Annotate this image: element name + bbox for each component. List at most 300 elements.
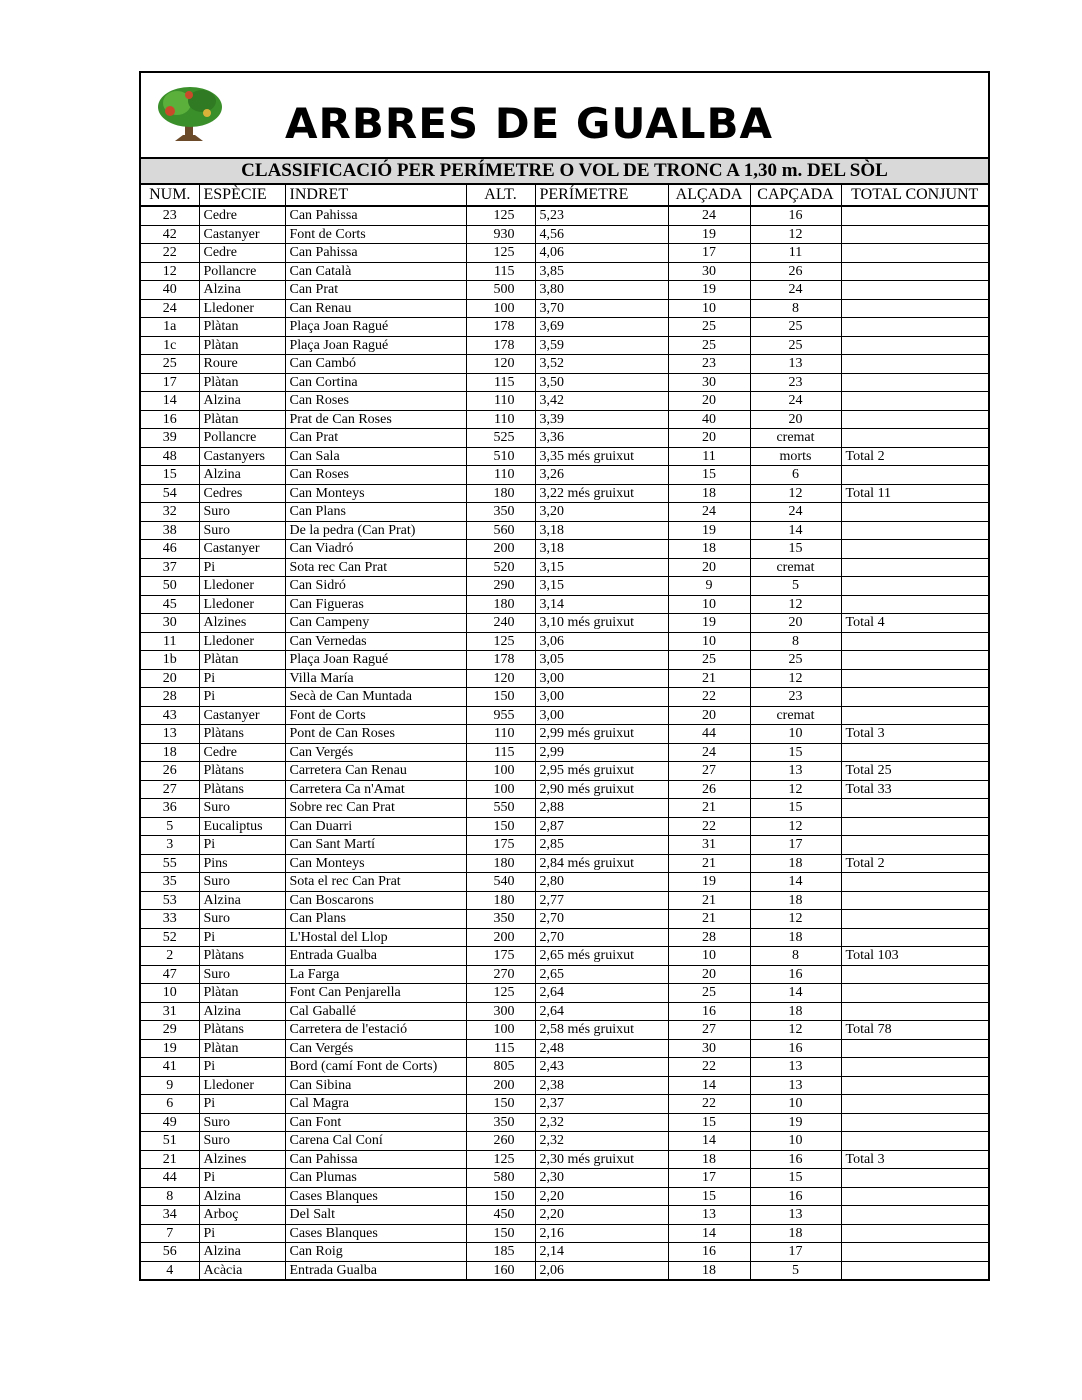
cell-altitude: 160	[466, 1261, 535, 1279]
cell-total	[841, 410, 988, 429]
table-row	[141, 1187, 988, 1206]
cell-height: 14	[668, 1224, 750, 1243]
header	[141, 73, 988, 159]
cell-total	[841, 1113, 988, 1132]
cell-crown: 25	[750, 318, 841, 337]
cell-species: Alzina	[199, 1002, 285, 1021]
cell-height: 25	[668, 984, 750, 1003]
table-row	[141, 836, 988, 855]
cell-total	[841, 799, 988, 818]
cell-total	[841, 355, 988, 374]
cell-species: Pins	[199, 854, 285, 873]
cell-height: 22	[668, 688, 750, 707]
cell-altitude: 110	[466, 725, 535, 744]
cell-altitude: 125	[466, 244, 535, 263]
table-row	[141, 1002, 988, 1021]
cell-altitude: 520	[466, 558, 535, 577]
cell-height: 19	[668, 225, 750, 244]
cell-perimeter: 3,00	[535, 706, 668, 725]
cell-height: 21	[668, 854, 750, 873]
cell-num: 45	[141, 595, 199, 614]
cell-crown: 12	[750, 484, 841, 503]
cell-perimeter: 3,15	[535, 577, 668, 596]
cell-place: Can Vernedas	[285, 632, 466, 651]
cell-place: Can Català	[285, 262, 466, 281]
table-row	[141, 1224, 988, 1243]
cell-species: Plàtan	[199, 336, 285, 355]
cell-perimeter: 2,20	[535, 1206, 668, 1225]
cell-num: 9	[141, 1076, 199, 1095]
cell-crown: cremat	[750, 706, 841, 725]
cell-perimeter: 3,05	[535, 651, 668, 670]
table-row	[141, 873, 988, 892]
cell-altitude: 100	[466, 299, 535, 318]
cell-altitude: 125	[466, 1150, 535, 1169]
cell-species: Plàtan	[199, 373, 285, 392]
cell-num: 47	[141, 965, 199, 984]
cell-perimeter: 2,77	[535, 891, 668, 910]
cell-altitude: 185	[466, 1243, 535, 1262]
document-frame	[139, 71, 990, 1281]
cell-place: Bord (camí Font de Corts)	[285, 1058, 466, 1077]
cell-num: 38	[141, 521, 199, 540]
cell-num: 11	[141, 632, 199, 651]
table-row	[141, 984, 988, 1003]
cell-num: 31	[141, 1002, 199, 1021]
cell-species: Suro	[199, 910, 285, 929]
cell-height: 27	[668, 1021, 750, 1040]
cell-place: De la pedra (Can Prat)	[285, 521, 466, 540]
cell-total	[841, 632, 988, 651]
cell-species: Pi	[199, 836, 285, 855]
cell-crown: 17	[750, 1243, 841, 1262]
cell-place: Entrada Gualba	[285, 947, 466, 966]
cell-height: 22	[668, 1058, 750, 1077]
cell-total: Total 11	[841, 484, 988, 503]
cell-perimeter: 3,85	[535, 262, 668, 281]
cell-crown: 26	[750, 262, 841, 281]
cell-species: Arboç	[199, 1206, 285, 1225]
cell-species: Pi	[199, 1058, 285, 1077]
cell-species: Plàtan	[199, 410, 285, 429]
cell-place: Sota el rec Can Prat	[285, 873, 466, 892]
cell-species: Castanyers	[199, 447, 285, 466]
cell-perimeter: 5,23	[535, 206, 668, 225]
cell-perimeter: 3,15	[535, 558, 668, 577]
cell-height: 28	[668, 928, 750, 947]
cell-crown: 19	[750, 1113, 841, 1132]
cell-perimeter: 2,87	[535, 817, 668, 836]
cell-num: 54	[141, 484, 199, 503]
cell-place: Plaça Joan Ragué	[285, 318, 466, 337]
cell-place: Can Viadró	[285, 540, 466, 559]
cell-height: 24	[668, 503, 750, 522]
cell-altitude: 150	[466, 1224, 535, 1243]
cell-num: 25	[141, 355, 199, 374]
cell-total	[841, 1002, 988, 1021]
cell-num: 18	[141, 743, 199, 762]
cell-altitude: 450	[466, 1206, 535, 1225]
cell-place: Can Campeny	[285, 614, 466, 633]
cell-num: 2	[141, 947, 199, 966]
cell-perimeter: 2,38	[535, 1076, 668, 1095]
table-row	[141, 1058, 988, 1077]
cell-species: Lledoner	[199, 1076, 285, 1095]
cell-height: 17	[668, 244, 750, 263]
cell-crown: 25	[750, 651, 841, 670]
cell-species: Pi	[199, 1169, 285, 1188]
cell-crown: 13	[750, 1076, 841, 1095]
cell-crown: 12	[750, 910, 841, 929]
cell-altitude: 150	[466, 1187, 535, 1206]
cell-place: Can Cortina	[285, 373, 466, 392]
cell-perimeter: 2,70	[535, 910, 668, 929]
cell-height: 30	[668, 262, 750, 281]
cell-total	[841, 281, 988, 300]
cell-place: Font de Corts	[285, 225, 466, 244]
cell-height: 18	[668, 1261, 750, 1279]
cell-total	[841, 225, 988, 244]
cell-crown: 18	[750, 1002, 841, 1021]
cell-num: 22	[141, 244, 199, 263]
cell-altitude: 178	[466, 651, 535, 670]
cell-height: 11	[668, 447, 750, 466]
cell-total	[841, 1039, 988, 1058]
cell-species: Pi	[199, 1095, 285, 1114]
col-header-total: TOTAL CONJUNT	[841, 185, 988, 206]
cell-num: 44	[141, 1169, 199, 1188]
col-header-species: ESPÈCIE	[199, 185, 285, 206]
cell-place: Can Boscarons	[285, 891, 466, 910]
cell-altitude: 200	[466, 540, 535, 559]
cell-species: Alzina	[199, 392, 285, 411]
cell-num: 12	[141, 262, 199, 281]
cell-crown: 15	[750, 743, 841, 762]
cell-place: Can Duarri	[285, 817, 466, 836]
cell-height: 21	[668, 910, 750, 929]
cell-altitude: 580	[466, 1169, 535, 1188]
cell-altitude: 115	[466, 373, 535, 392]
cell-total	[841, 466, 988, 485]
cell-height: 40	[668, 410, 750, 429]
cell-height: 22	[668, 817, 750, 836]
cell-species: Lledoner	[199, 577, 285, 596]
cell-species: Lledoner	[199, 632, 285, 651]
cell-total	[841, 299, 988, 318]
cell-species: Castanyer	[199, 225, 285, 244]
cell-altitude: 125	[466, 984, 535, 1003]
cell-altitude: 240	[466, 614, 535, 633]
cell-total	[841, 595, 988, 614]
cell-place: Carretera Ca n'Amat	[285, 780, 466, 799]
cell-place: Can Plans	[285, 910, 466, 929]
cell-species: Plàtans	[199, 762, 285, 781]
cell-crown: 12	[750, 780, 841, 799]
cell-crown: 14	[750, 521, 841, 540]
table-row	[141, 262, 988, 281]
cell-altitude: 200	[466, 928, 535, 947]
cell-height: 20	[668, 965, 750, 984]
cell-total: Total 103	[841, 947, 988, 966]
cell-crown: 5	[750, 577, 841, 596]
cell-perimeter: 4,06	[535, 244, 668, 263]
cell-altitude: 180	[466, 891, 535, 910]
cell-altitude: 260	[466, 1132, 535, 1151]
cell-num: 8	[141, 1187, 199, 1206]
cell-place: Plaça Joan Ragué	[285, 651, 466, 670]
cell-perimeter: 3,42	[535, 392, 668, 411]
cell-crown: 18	[750, 1224, 841, 1243]
table-row	[141, 669, 988, 688]
cell-place: Can Sibina	[285, 1076, 466, 1095]
cell-num: 16	[141, 410, 199, 429]
cell-total	[841, 873, 988, 892]
cell-num: 43	[141, 706, 199, 725]
cell-perimeter: 3,18	[535, 540, 668, 559]
cell-perimeter: 2,65	[535, 965, 668, 984]
cell-perimeter: 2,30	[535, 1169, 668, 1188]
cell-crown: morts	[750, 447, 841, 466]
cell-place: Can Sant Martí	[285, 836, 466, 855]
cell-crown: 8	[750, 947, 841, 966]
table-row	[141, 336, 988, 355]
cell-place: Can Sala	[285, 447, 466, 466]
cell-place: Can Vergés	[285, 743, 466, 762]
cell-total	[841, 817, 988, 836]
table-row	[141, 299, 988, 318]
cell-place: Font Can Penjarella	[285, 984, 466, 1003]
cell-crown: 20	[750, 410, 841, 429]
cell-crown: 6	[750, 466, 841, 485]
cell-total: Total 2	[841, 854, 988, 873]
cell-total	[841, 836, 988, 855]
cell-altitude: 110	[466, 410, 535, 429]
cell-total	[841, 651, 988, 670]
cell-crown: 18	[750, 891, 841, 910]
cell-height: 20	[668, 558, 750, 577]
cell-num: 30	[141, 614, 199, 633]
table-row	[141, 1113, 988, 1132]
table-row	[141, 965, 988, 984]
cell-height: 19	[668, 873, 750, 892]
cell-height: 20	[668, 392, 750, 411]
table-row	[141, 688, 988, 707]
cell-num: 51	[141, 1132, 199, 1151]
cell-perimeter: 2,64	[535, 984, 668, 1003]
cell-altitude: 178	[466, 318, 535, 337]
cell-altitude: 120	[466, 355, 535, 374]
cell-num: 17	[141, 373, 199, 392]
table-row	[141, 429, 988, 448]
cell-total	[841, 706, 988, 725]
table-row	[141, 1150, 988, 1169]
cell-crown: 16	[750, 965, 841, 984]
cell-perimeter: 2,16	[535, 1224, 668, 1243]
cell-perimeter: 3,06	[535, 632, 668, 651]
cell-species: Plàtans	[199, 1021, 285, 1040]
cell-total	[841, 392, 988, 411]
cell-height: 27	[668, 762, 750, 781]
cell-altitude: 125	[466, 206, 535, 225]
cell-species: Cedres	[199, 484, 285, 503]
cell-place: Can Monteys	[285, 484, 466, 503]
cell-height: 21	[668, 799, 750, 818]
cell-species: Alzines	[199, 1150, 285, 1169]
cell-total	[841, 429, 988, 448]
cell-altitude: 150	[466, 1095, 535, 1114]
cell-crown: 12	[750, 1021, 841, 1040]
table-row	[141, 1039, 988, 1058]
cell-altitude: 290	[466, 577, 535, 596]
cell-total	[841, 262, 988, 281]
table-row	[141, 614, 988, 633]
cell-altitude: 350	[466, 910, 535, 929]
cell-altitude: 180	[466, 484, 535, 503]
cell-height: 10	[668, 947, 750, 966]
cell-altitude: 115	[466, 1039, 535, 1058]
cell-height: 18	[668, 1150, 750, 1169]
cell-perimeter: 2,20	[535, 1187, 668, 1206]
cell-num: 20	[141, 669, 199, 688]
cell-num: 40	[141, 281, 199, 300]
table-row	[141, 540, 988, 559]
cell-crown: 8	[750, 299, 841, 318]
cell-crown: cremat	[750, 558, 841, 577]
cell-total: Total 33	[841, 780, 988, 799]
cell-species: Alzina	[199, 891, 285, 910]
cell-total: Total 78	[841, 1021, 988, 1040]
cell-place: Can Pahissa	[285, 244, 466, 263]
cell-total	[841, 206, 988, 225]
cell-species: Pi	[199, 558, 285, 577]
cell-place: Sota rec Can Prat	[285, 558, 466, 577]
cell-height: 19	[668, 521, 750, 540]
cell-height: 26	[668, 780, 750, 799]
table-row	[141, 632, 988, 651]
cell-species: Cedre	[199, 206, 285, 225]
cell-crown: 25	[750, 336, 841, 355]
cell-num: 41	[141, 1058, 199, 1077]
cell-crown: 23	[750, 688, 841, 707]
cell-crown: 15	[750, 1169, 841, 1188]
cell-perimeter: 3,80	[535, 281, 668, 300]
cell-num: 15	[141, 466, 199, 485]
cell-altitude: 115	[466, 743, 535, 762]
cell-height: 30	[668, 373, 750, 392]
cell-num: 29	[141, 1021, 199, 1040]
cell-crown: 16	[750, 206, 841, 225]
cell-num: 55	[141, 854, 199, 873]
cell-crown: 13	[750, 1206, 841, 1225]
cell-perimeter: 4,56	[535, 225, 668, 244]
cell-place: Entrada Gualba	[285, 1261, 466, 1279]
cell-altitude: 175	[466, 947, 535, 966]
table-row	[141, 1095, 988, 1114]
cell-place: La Farga	[285, 965, 466, 984]
cell-perimeter: 3,52	[535, 355, 668, 374]
cell-crown: 17	[750, 836, 841, 855]
cell-species: Castanyer	[199, 540, 285, 559]
cell-perimeter: 2,64	[535, 1002, 668, 1021]
table-row	[141, 373, 988, 392]
table-header-row	[141, 185, 988, 206]
cell-altitude: 100	[466, 762, 535, 781]
cell-total	[841, 1261, 988, 1279]
cell-num: 53	[141, 891, 199, 910]
cell-species: Plàtan	[199, 1039, 285, 1058]
cell-altitude: 550	[466, 799, 535, 818]
table-row	[141, 762, 988, 781]
cell-place: Can Roses	[285, 392, 466, 411]
cell-species: Eucaliptus	[199, 817, 285, 836]
cell-crown: 18	[750, 928, 841, 947]
cell-num: 3	[141, 836, 199, 855]
table-row	[141, 1261, 988, 1279]
cell-species: Roure	[199, 355, 285, 374]
cell-crown: 14	[750, 873, 841, 892]
cell-species: Suro	[199, 965, 285, 984]
table-row	[141, 1021, 988, 1040]
table-row	[141, 799, 988, 818]
cell-total	[841, 891, 988, 910]
cell-height: 15	[668, 1113, 750, 1132]
table-row	[141, 355, 988, 374]
cell-place: Can Vergés	[285, 1039, 466, 1058]
cell-height: 15	[668, 466, 750, 485]
table-row	[141, 577, 988, 596]
cell-altitude: 200	[466, 1076, 535, 1095]
cell-num: 50	[141, 577, 199, 596]
table-row	[141, 447, 988, 466]
table-row	[141, 318, 988, 337]
cell-species: Pi	[199, 1224, 285, 1243]
table-row	[141, 521, 988, 540]
cell-perimeter: 3,59	[535, 336, 668, 355]
cell-altitude: 350	[466, 503, 535, 522]
cell-total: Total 2	[841, 447, 988, 466]
cell-height: 14	[668, 1132, 750, 1151]
cell-total	[841, 1187, 988, 1206]
cell-species: Plàtans	[199, 780, 285, 799]
cell-species: Plàtans	[199, 725, 285, 744]
cell-perimeter: 3,00	[535, 669, 668, 688]
cell-total	[841, 928, 988, 947]
table-row	[141, 1206, 988, 1225]
cell-altitude: 120	[466, 669, 535, 688]
cell-crown: 13	[750, 355, 841, 374]
table-row	[141, 1243, 988, 1262]
cell-num: 10	[141, 984, 199, 1003]
cell-species: Pi	[199, 928, 285, 947]
cell-place: Can Roses	[285, 466, 466, 485]
cell-perimeter: 3,50	[535, 373, 668, 392]
cell-crown: 5	[750, 1261, 841, 1279]
table-row	[141, 1076, 988, 1095]
table-row	[141, 743, 988, 762]
cell-perimeter: 2,48	[535, 1039, 668, 1058]
cell-species: Alzina	[199, 466, 285, 485]
cell-species: Alzina	[199, 1243, 285, 1262]
cell-perimeter: 3,14	[535, 595, 668, 614]
cell-place: Plaça Joan Ragué	[285, 336, 466, 355]
cell-num: 34	[141, 1206, 199, 1225]
cell-place: Pont de Can Roses	[285, 725, 466, 744]
cell-species: Plàtan	[199, 984, 285, 1003]
table-row	[141, 410, 988, 429]
table-row	[141, 558, 988, 577]
cell-altitude: 350	[466, 1113, 535, 1132]
cell-place: Font de Corts	[285, 706, 466, 725]
